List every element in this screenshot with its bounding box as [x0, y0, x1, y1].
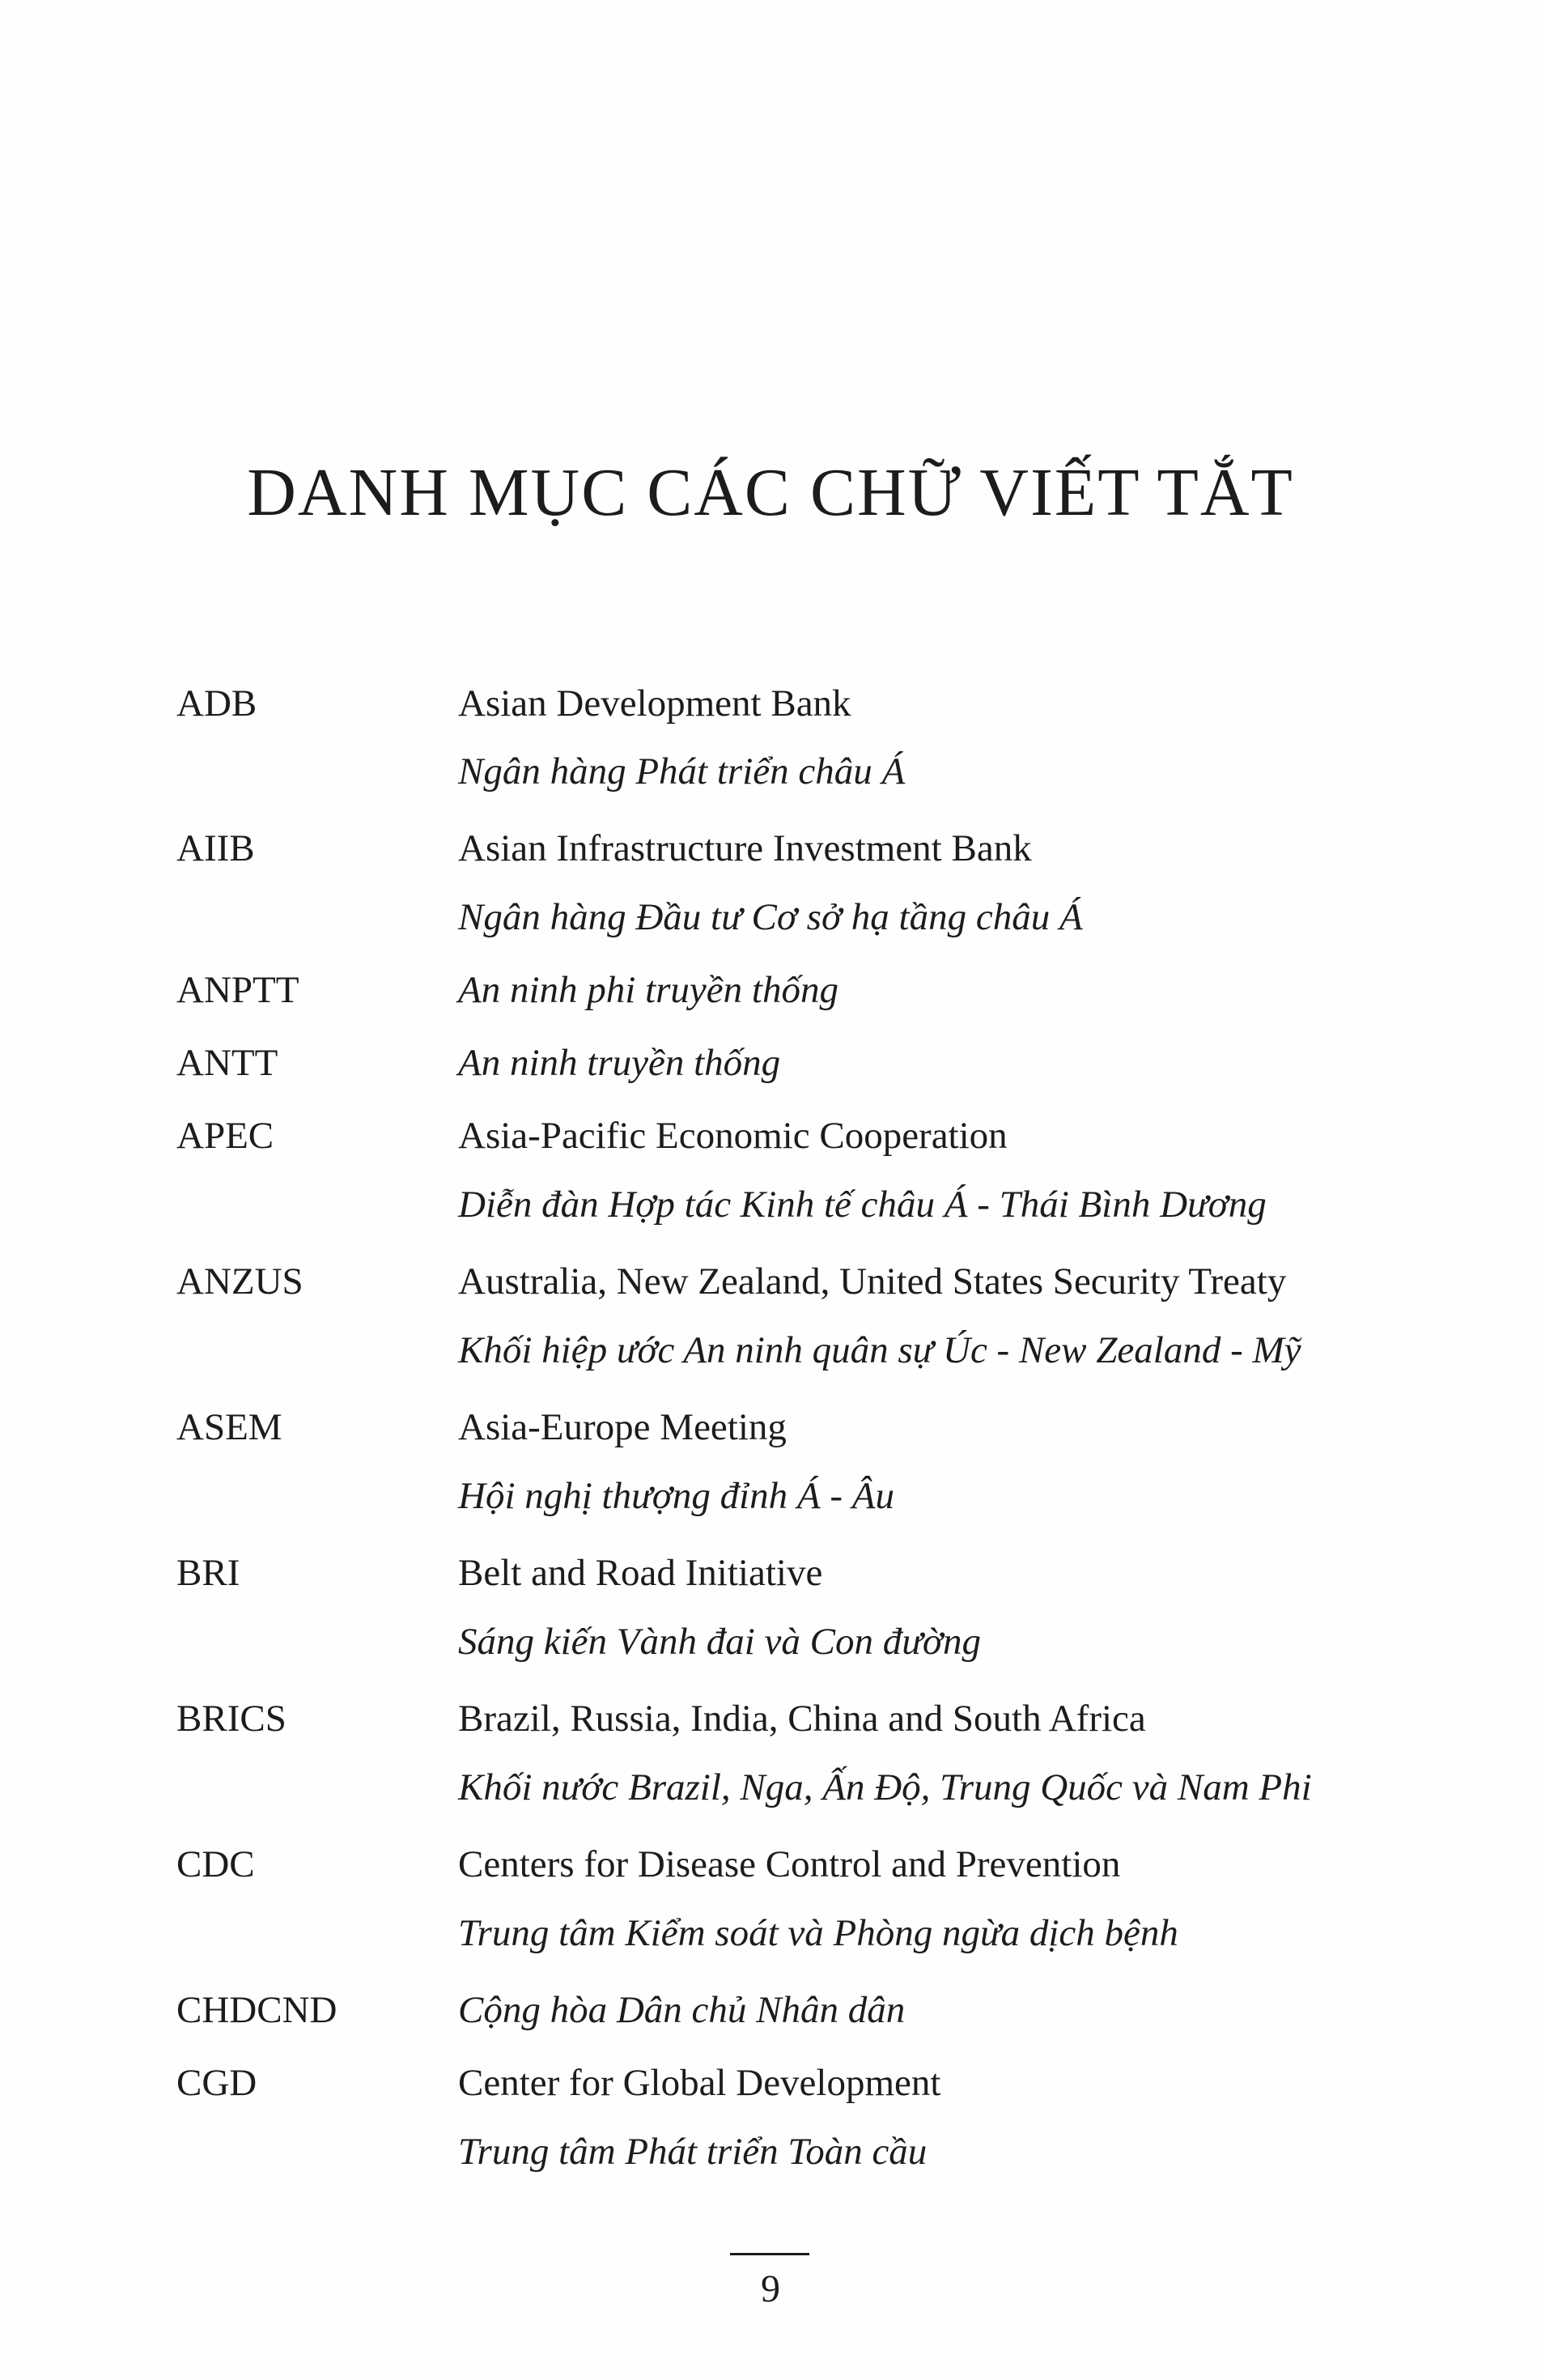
- english-term-brics: Brazil, Russia, India, China and South Africa: [458, 1698, 1146, 1740]
- abbreviation-anzus: ANZUS: [176, 1260, 304, 1303]
- abbreviation-asem: ASEM: [176, 1406, 282, 1448]
- abbreviation-antt: ANTT: [176, 1042, 278, 1084]
- english-term-anzus: Australia, New Zealand, United States Security Treaty: [458, 1260, 1287, 1303]
- vietnamese-term-brics: Khối nước Brazil, Nga, Ấn Độ, Trung Quốc và Nam Phi: [458, 1766, 1312, 1808]
- abbreviation-bri: BRI: [176, 1552, 240, 1594]
- vietnamese-term-cdc: Trung tâm Kiểm soát và Phòng ngừa dịch bệnh: [458, 1912, 1178, 1954]
- abbreviation-apec: APEC: [176, 1115, 274, 1157]
- abbreviation-anptt: ANPTT: [176, 969, 299, 1011]
- vietnamese-term-asem: Hội nghị thượng đỉnh Á - Âu: [458, 1475, 894, 1517]
- vietnamese-term-adb: Ngân hàng Phát triển châu Á: [458, 750, 906, 793]
- vietnamese-term-anptt: An ninh phi truyền thống: [458, 969, 838, 1011]
- page-number: 9: [761, 2267, 780, 2310]
- vietnamese-term-chdcnd: Cộng hòa Dân chủ Nhân dân: [458, 1989, 906, 2031]
- abbreviation-cdc: CDC: [176, 1843, 255, 1885]
- english-term-bri: Belt and Road Initiative: [458, 1552, 823, 1594]
- english-term-apec: Asia-Pacific Economic Cooperation: [458, 1115, 1008, 1157]
- abbreviation-chdcnd: CHDCND: [176, 1989, 337, 2031]
- abbreviation-adb: ADB: [176, 682, 257, 725]
- page-number-rule: [730, 2253, 809, 2255]
- english-term-cdc: Centers for Disease Control and Prevention: [458, 1843, 1121, 1885]
- vietnamese-term-aiib: Ngân hàng Đầu tư Cơ sở hạ tầng châu Á: [458, 896, 1083, 938]
- vietnamese-term-apec: Diễn đàn Hợp tác Kinh tế châu Á - Thái Bình Dương: [458, 1184, 1267, 1226]
- abbreviation-aiib: AIIB: [176, 827, 255, 869]
- english-term-adb: Asian Development Bank: [458, 682, 851, 725]
- vietnamese-term-bri: Sáng kiến Vành đai và Con đường: [458, 1621, 981, 1663]
- vietnamese-term-cgd: Trung tâm Phát triển Toàn cầu: [458, 2131, 928, 2173]
- english-term-cgd: Center for Global Development: [458, 2062, 941, 2104]
- english-term-aiib: Asian Infrastructure Investment Bank: [458, 827, 1032, 869]
- abbreviation-brics: BRICS: [176, 1698, 287, 1740]
- abbreviation-cgd: CGD: [176, 2062, 257, 2104]
- page-title: DANH MỤC CÁC CHỮ VIẾT TẮT: [247, 455, 1294, 530]
- vietnamese-term-antt: An ninh truyền thống: [458, 1042, 781, 1084]
- english-term-asem: Asia-Europe Meeting: [458, 1406, 787, 1448]
- vietnamese-term-anzus: Khối hiệp ước An ninh quân sự Úc - New Zealand - Mỹ: [458, 1329, 1301, 1371]
